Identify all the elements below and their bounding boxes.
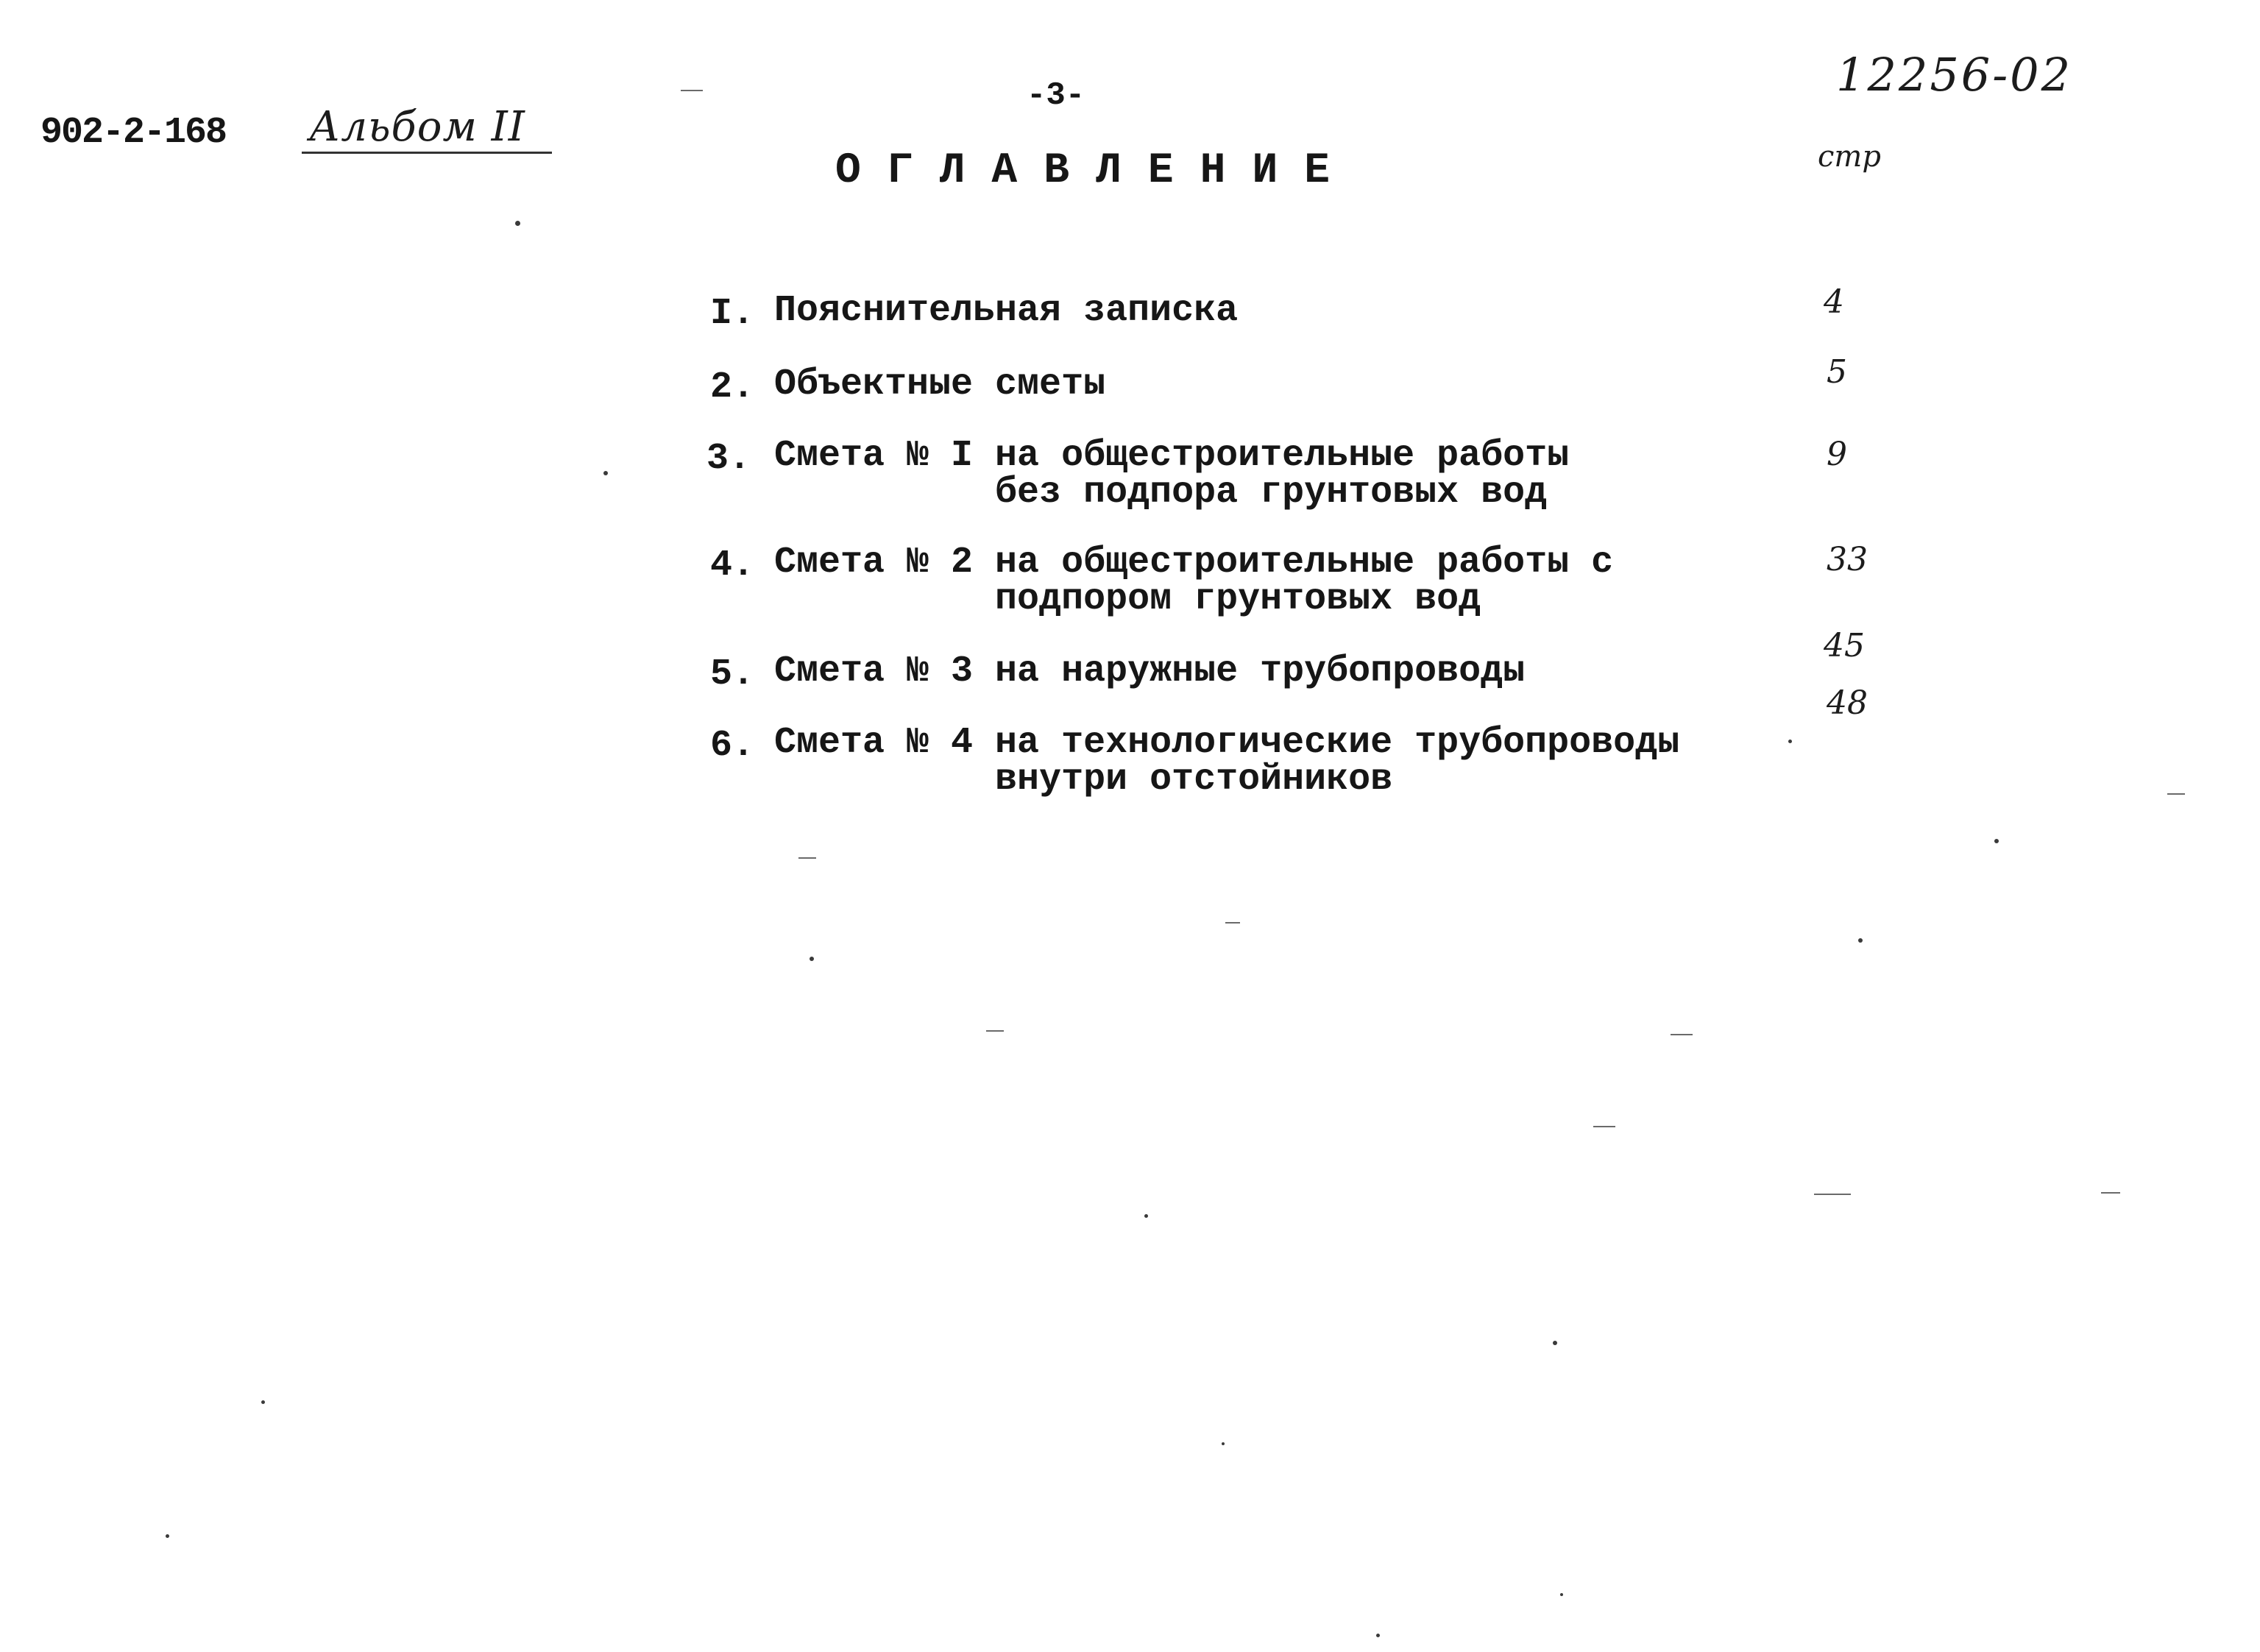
- toc-item-number: I.: [710, 293, 755, 335]
- page-number: -3-: [1027, 77, 1085, 114]
- toc-item-text: Смета № I на общестроительные работы без подпора грунтовых вод: [774, 435, 1570, 514]
- toc-item-page: 48: [1827, 684, 1868, 722]
- toc-item-number: 4.: [710, 545, 755, 586]
- toc-item-text: Пояснительная записка: [774, 290, 1239, 332]
- toc-item-number: 3.: [706, 438, 751, 480]
- toc-item-page: 33: [1827, 541, 1868, 578]
- toc-item-text: Смета № 3 на наружные трубопроводы: [774, 650, 1526, 692]
- page-column-label: стр: [1818, 140, 1881, 174]
- document-code: 902-2-168: [40, 112, 227, 154]
- toc-item-page: 5: [1827, 353, 1847, 391]
- toc-item-number: 6.: [710, 725, 755, 767]
- toc-item-number: 5.: [710, 653, 755, 695]
- toc-item-number: 2.: [710, 366, 755, 408]
- toc-item-page: 4: [1824, 283, 1844, 321]
- toc-item-page: 45: [1824, 627, 1865, 664]
- toc-item-page: 9: [1827, 436, 1847, 473]
- toc-item-text: Объектные сметы: [774, 364, 1106, 405]
- toc-item-text: Смета № 2 на общестроительные работы с подпором грунтовых вод: [774, 542, 1614, 620]
- archive-number: 12256-02: [1836, 48, 2073, 102]
- album-underline: [302, 152, 552, 154]
- album-label: Альбом II: [309, 103, 525, 151]
- toc-item-text: Смета № 4 на технологические трубопроводы внутри отстойников: [774, 722, 1680, 801]
- page-title: ОГЛАВЛЕНИЕ: [835, 147, 1357, 195]
